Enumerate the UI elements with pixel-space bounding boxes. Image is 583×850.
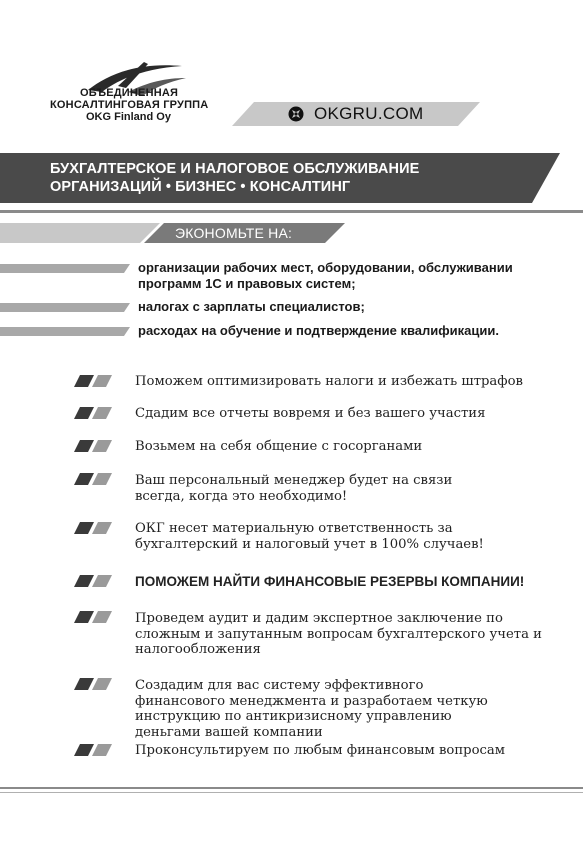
benefit-item-8: Создадим для вас систему эффективного финансового менеджмента и разработаем четкую инструкцию по антикризисному управлению деньгами вашей компании — [135, 678, 488, 740]
savings-item-1: организации рабочих мест, оборудовании, обслуживании программ 1С и правовых систем; — [138, 260, 513, 291]
double-slash-bullet-icon — [74, 575, 112, 587]
website-url[interactable]: OKGRU.COM — [314, 104, 424, 123]
globe-icon — [288, 106, 304, 122]
benefit-item-9: Проконсультируем по любым финансовым вопросам — [135, 743, 506, 758]
divider — [0, 210, 583, 213]
website-banner[interactable] — [232, 102, 480, 126]
savings-stripe — [0, 303, 130, 312]
savings-item-3: расходах на обучение и подтверждение квалификации. — [138, 323, 499, 338]
benefit-item-1: Поможем оптимизировать налоги и избежать штрафов — [135, 374, 523, 389]
double-slash-bullet-icon — [74, 522, 112, 534]
double-slash-bullet-icon — [74, 375, 112, 387]
double-slash-bullet-icon — [74, 407, 112, 419]
page-title — [50, 160, 419, 196]
page-title-line2: ОРГАНИЗАЦИЙ • БИЗНЕС • КОНСАЛТИНГ — [50, 179, 351, 195]
logo-text-line2: КОНСАЛТИНГОВАЯ ГРУППА — [50, 99, 209, 111]
double-slash-bullet-icon — [74, 744, 112, 756]
benefit-item-7: Проведем аудит и дадим экспертное заключение по сложным и запутанным вопросам бухгалтерского учета и налогообложения — [135, 611, 542, 657]
savings-stripe — [0, 327, 130, 336]
benefit-item-5: ОКГ несет материальную ответственность за бухгалтерский и налоговый учет в 100% случаев! — [135, 521, 484, 552]
double-slash-bullet-icon — [74, 611, 112, 623]
benefit-item-6-highlight: ПОМОЖЕМ НАЙТИ ФИНАНСОВЫЕ РЕЗЕРВЫ КОМПАНИИ! — [135, 574, 525, 589]
logo-text-line1: ОБЪЕДИНЕННАЯ — [80, 87, 179, 99]
savings-title: ЭКОНОМЬТЕ НА: — [175, 225, 293, 241]
header-band — [0, 153, 560, 203]
double-slash-bullet-icon — [74, 678, 112, 690]
benefit-item-2: Сдадим все отчеты вовремя и без вашего участия — [135, 406, 486, 421]
logo-text-line3: OKG Finland Oy — [86, 111, 171, 123]
benefit-item-4: Ваш персональный менеджер будет на связи всегда, когда это необходимо! — [135, 473, 453, 504]
double-slash-bullet-icon — [74, 440, 112, 452]
savings-stripe — [0, 264, 130, 273]
page-title-line1: БУХГАЛТЕРСКОЕ И НАЛОГОВОЕ ОБСЛУЖИВАНИЕ — [50, 161, 420, 177]
footer-divider — [0, 787, 583, 789]
benefit-item-3: Возьмем на себя общение с госорганами — [135, 439, 423, 454]
footer-divider-thin — [0, 792, 583, 793]
savings-item-2: налогах с зарплаты специалистов; — [138, 299, 365, 314]
savings-banner — [0, 223, 345, 243]
double-slash-bullet-icon — [74, 473, 112, 485]
